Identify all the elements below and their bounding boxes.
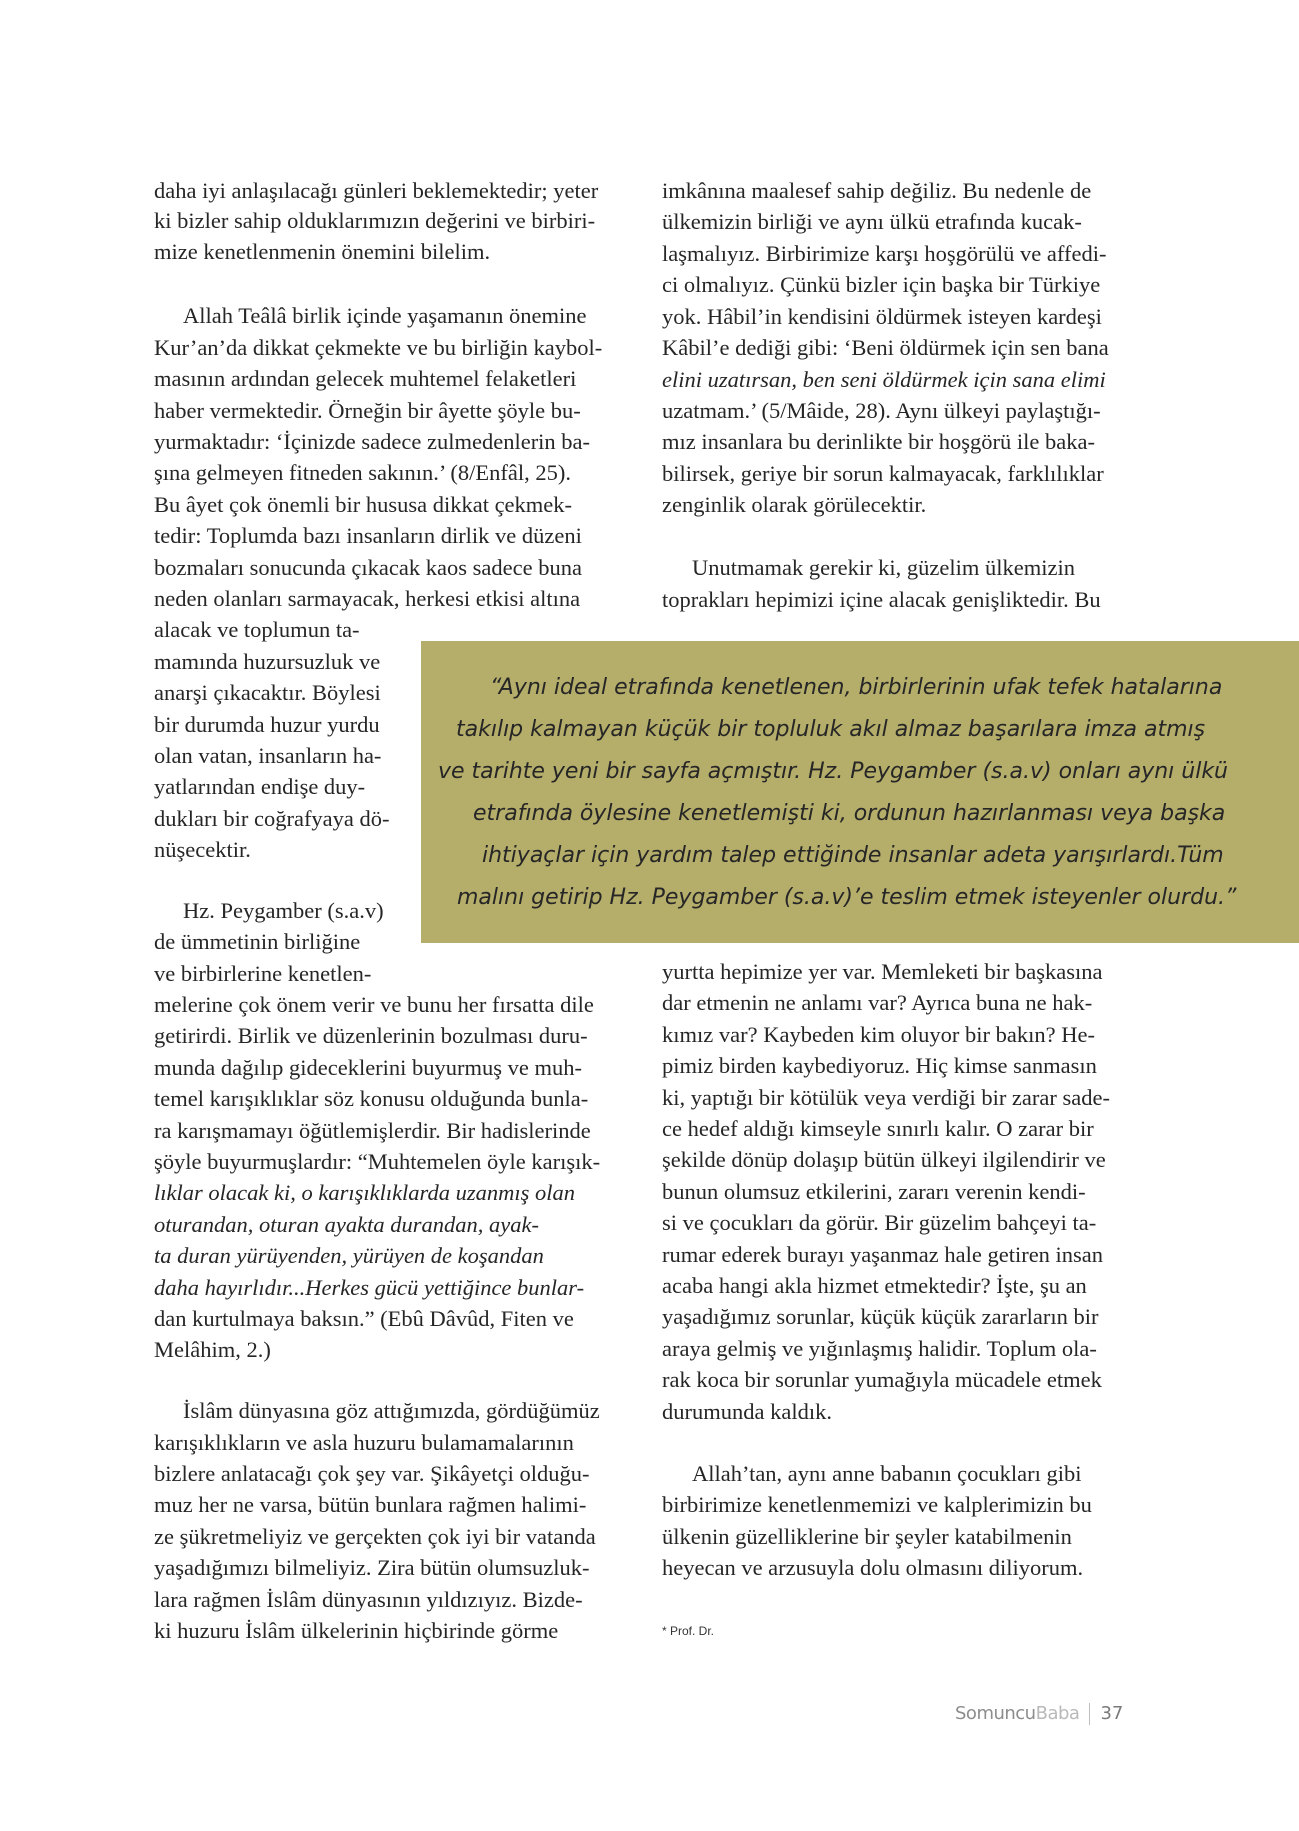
text-line: dan kurtulmaya baksın.” (Ebû Dâvûd, Fiten ve: [154, 1306, 574, 1331]
text-line: acaba hangi akla hizmet etmektedir? İşte, şu an: [662, 1273, 1087, 1298]
footer-divider: [1089, 1703, 1090, 1725]
text-line: ce hedef aldığı kimseyle sınırlı kalır. O zarar bir: [662, 1116, 1094, 1141]
text-line: Allah Teâlâ birlik içinde yaşamanın önemine: [183, 303, 587, 328]
text-line: si ve çocukları da görür. Bir güzelim bahçeyi ta-: [662, 1210, 1097, 1235]
text-line: daha hayırlıdır...Herkes gücü yettiğince bunlar-: [154, 1275, 585, 1300]
text-line: masının ardından gelecek muhtemel felaketleri: [154, 366, 577, 391]
text-line: bozmaları sonucunda çıkacak kaos sadece buna: [154, 555, 582, 580]
text-line: dukları bir coğrafyaya dö-: [154, 806, 390, 831]
text-line: pimiz birden kaybediyoruz. Hiç kimse sanmasın: [662, 1053, 1097, 1078]
text-line: mamında huzursuzluk ve: [154, 649, 381, 674]
text-line: muz her ne varsa, bütün bunlara rağmen halimi-: [154, 1492, 587, 1517]
text-line: yaşadığımız sorunlar, küçük küçük zararların bir: [662, 1304, 1099, 1329]
text-line: Hz. Peygamber (s.a.v): [183, 898, 384, 923]
text-line: kımız var? Kaybeden kim oluyor bir bakın? He-: [662, 1022, 1095, 1047]
text-line: rak koca bir sorunlar yumağıyla mücadele etmek: [662, 1367, 1102, 1392]
text-line: toprakları hepimizi içine alacak genişliktedir. Bu: [662, 587, 1101, 612]
pull-quote-line: etrafında öylesine kenetlemişti ki, ordunun hazırlanması veya başka: [473, 801, 1226, 826]
text-line: ülkemizin birliği ve aynı ülkü etrafında kucak-: [662, 209, 1082, 234]
pull-quote-line: takılıp kalmayan küçük bir topluluk akıl almaz başarılara imza atmış: [456, 717, 1206, 742]
text-line: laşmalıyız. Birbirimize karşı hoşgörülü ve affedi-: [662, 241, 1107, 266]
text-line: dar etmenin ne anlamı var? Ayrıca buna ne hak-: [662, 990, 1093, 1015]
text-line: yok. Hâbil’in kendisini öldürmek isteyen kardeşi: [662, 304, 1102, 329]
text-line: ki huzuru İslâm ülkelerinin hiçbirinde görme: [154, 1618, 559, 1643]
text-line: yurtta hepimize yer var. Memleketi bir başkasına: [662, 959, 1103, 984]
text-line: şına gelmeyen fitneden sakının.’ (8/Enfâl, 25).: [154, 460, 571, 485]
text-line: yurmaktadır: ‘İçinizde sadece zulmedenlerin ba-: [154, 429, 591, 454]
text-line: melerine çok önem verir ve bunu her fırsatta dile: [154, 992, 594, 1017]
text-line: anarşi çıkacaktır. Böylesi: [154, 680, 381, 705]
brand-name-part1: Somuncu: [955, 1703, 1036, 1724]
footnote: * Prof. Dr.: [662, 1624, 715, 1638]
pull-quote-line: malını getirip Hz. Peygamber (s.a.v)’e teslim etmek isteyenler olurdu.”: [457, 885, 1237, 910]
text-line: bir durumda huzur yurdu: [154, 712, 380, 737]
page-number: 37: [1100, 1703, 1124, 1724]
text-line: bizlere anlatacağı çok şey var. Şikâyetçi olduğu-: [154, 1461, 590, 1486]
text-line: araya gelmiş ve yığınlaşmış halidir. Toplum ola-: [662, 1336, 1097, 1361]
text-line: getirirdi. Birlik ve düzenlerinin bozulması duru-: [154, 1023, 588, 1048]
text-line: heyecan ve arzusuyla dolu olmasını diliyorum.: [662, 1555, 1084, 1580]
text-line: bunun olumsuz etkilerini, zararı verenin kendi-: [662, 1179, 1086, 1204]
text-line: olan vatan, insanların ha-: [154, 743, 382, 768]
text-line: lara rağmen İslâm dünyasının yıldızıyız. Bizde-: [154, 1587, 583, 1612]
pull-quote-line: ihtiyaçlar için yardım talep ettiğinde insanlar adeta yarışırlardı.Tüm: [482, 843, 1224, 868]
brand-name-part2: Baba: [1035, 1703, 1080, 1724]
text-line: birbirimize kenetlenmemizi ve kalplerimizin bu: [662, 1492, 1092, 1517]
pull-quote-line: ve tarihte yeni bir sayfa açmıştır. Hz. Peygamber (s.a.v) onları aynı ülkü: [438, 759, 1229, 784]
footer-brand: [955, 1703, 1123, 1725]
text-line: nüşecektir.: [154, 837, 251, 862]
text-line: bilirsek, geriye bir sorun kalmayacak, farklılıklar: [662, 461, 1104, 486]
text-line: ülkenin güzelliklerine bir şeyler katabilmenin: [662, 1524, 1072, 1549]
text-line: tedir: Toplumda bazı insanların dirlik ve düzeni: [154, 523, 582, 548]
text-line: ta duran yürüyenden, yürüyen de koşandan: [154, 1243, 544, 1268]
text-line: temel karışıklıklar söz konusu olduğunda bunla-: [154, 1086, 589, 1111]
text-line: zenginlik olarak görülecektir.: [662, 492, 927, 517]
text-line: rumar ederek burayı yaşanmaz hale getiren insan: [662, 1242, 1104, 1267]
text-line: elini uzatırsan, ben seni öldürmek için sana elimi: [662, 367, 1106, 392]
text-line: de ümmetinin birliğine: [154, 929, 361, 954]
text-line: lıklar olacak ki, o karışıklıklarda uzanmış olan: [154, 1180, 575, 1205]
text-line: durumunda kaldık.: [662, 1399, 832, 1424]
text-line: şekilde dönüp dolaşıp bütün ülkeyi ilgilendirir ve: [662, 1147, 1106, 1172]
text-line: munda dağılıp gideceklerini buyurmuş ve muh-: [154, 1055, 583, 1080]
pull-quote-line: “Aynı ideal etrafında kenetlenen, birbirlerinin ufak tefek hatalarına: [490, 675, 1223, 700]
text-line: ra karışmamayı öğütlemişlerdir. Bir hadislerinde: [154, 1118, 591, 1143]
text-line: ve birbirlerine kenetlen-: [154, 961, 372, 986]
text-line: Bu âyet çok önemli bir hususa dikkat çekmek-: [154, 492, 573, 517]
text-line: ki, yaptığı bir kötülük veya verdiği bir zarar sade-: [662, 1085, 1110, 1110]
text-line: haber vermektedir. Örneğin bir âyette şöyle bu-: [154, 398, 581, 423]
text-line: İslâm dünyasına göz attığımızda, gördüğümüz: [183, 1398, 600, 1423]
text-line: Allah’tan, aynı anne babanın çocukları gibi: [692, 1461, 1082, 1486]
text-line: Melâhim, 2.): [154, 1337, 271, 1362]
text-line: daha iyi anlaşılacağı günleri beklemektedir; yeter: [154, 178, 599, 203]
text-line: yatlarından endişe duy-: [154, 774, 366, 799]
text-line: yaşadığımızı bilmeliyiz. Zira bütün olumsuzluk-: [154, 1555, 590, 1580]
text-line: ki bizler sahip olduklarımızın değerini ve birbiri-: [154, 208, 596, 233]
text-line: mız insanlara bu derinlikte bir hoşgörü ile baka-: [662, 429, 1095, 454]
text-line: uzatmam.’ (5/Mâide, 28). Aynı ülkeyi paylaştığı-: [662, 398, 1101, 423]
text-line: şöyle buyurmuşlardır: “Muhtemelen öyle karışık-: [154, 1149, 601, 1174]
text-line: alacak ve toplumun ta-: [154, 617, 360, 642]
text-line: Kur’an’da dikkat çekmekte ve bu birliğin kaybol-: [154, 335, 603, 360]
text-line: Kâbil’e dediği gibi: ‘Beni öldürmek için sen bana: [662, 335, 1109, 360]
text-line: mize kenetlenmenin önemini bilelim.: [154, 239, 491, 264]
text-line: imkânına maalesef sahip değiliz. Bu nedenle de: [662, 178, 1092, 203]
text-line: neden olanları sarmayacak, herkesi etkisi altına: [154, 586, 581, 611]
pull-quote: [421, 641, 1299, 943]
text-line: ze şükretmeliyiz ve gerçekten çok iyi bir vatanda: [154, 1524, 596, 1549]
text-line: ci olmalıyız. Çünkü bizler için başka bir Türkiye: [662, 272, 1101, 297]
text-line: karışıklıkların ve asla huzuru bulamamalarının: [154, 1430, 574, 1455]
text-line: Unutmamak gerekir ki, güzelim ülkemizin: [692, 555, 1076, 580]
text-line: oturandan, oturan ayakta durandan, ayak-: [154, 1212, 539, 1237]
